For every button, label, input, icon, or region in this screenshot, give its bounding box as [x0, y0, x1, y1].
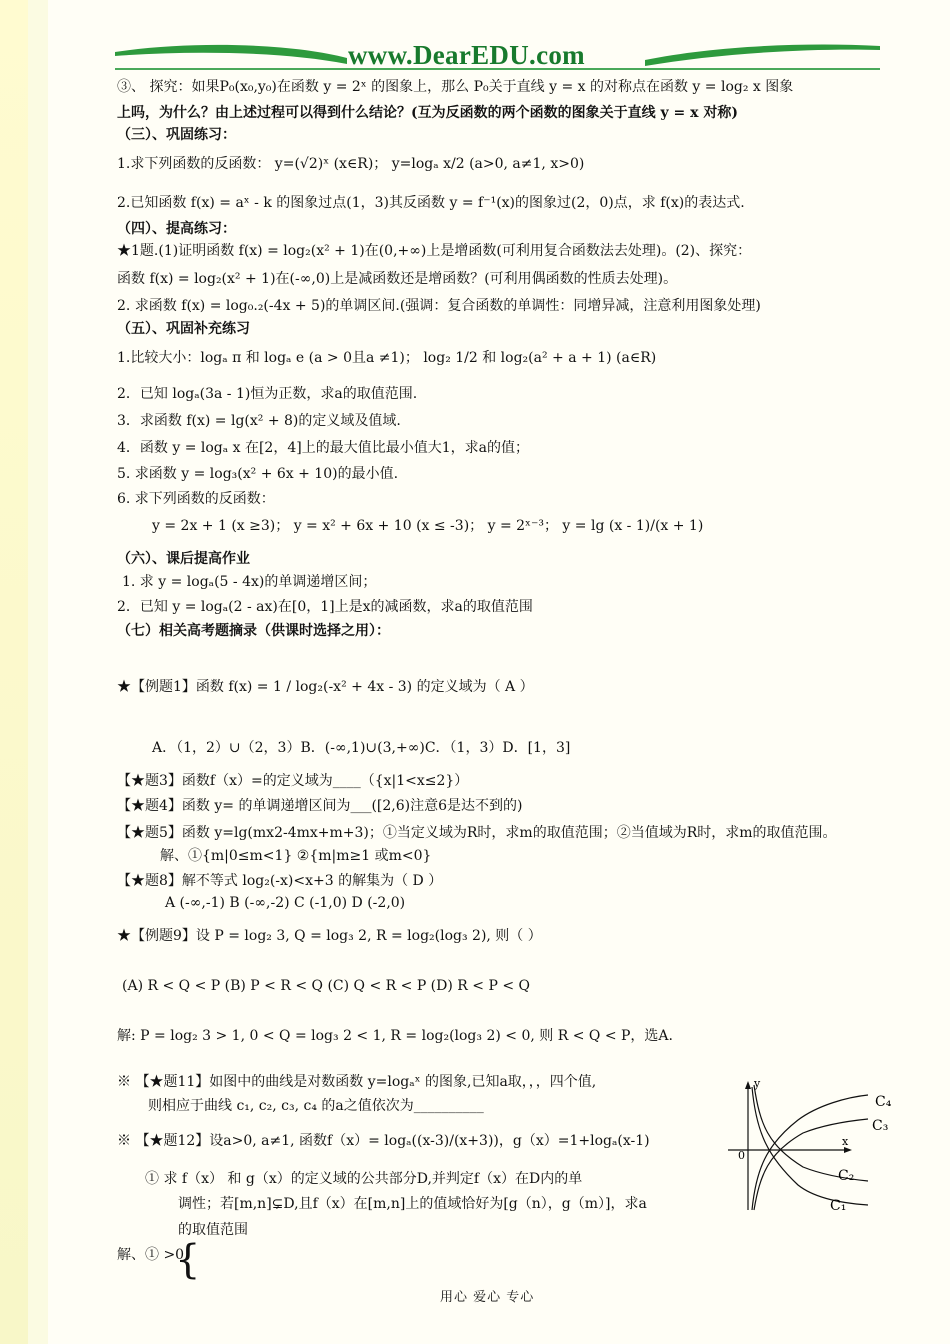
- text-line-20: 2．已知 y = logₐ(2 - ax)在[0，1]上是x的减函数，求a的取值范围: [117, 599, 533, 615]
- section-heading-7: （七）相关高考题摘录（供课时选择之用）：: [117, 623, 390, 639]
- text-line-16: 6. 求下列函数的反函数：: [117, 491, 275, 507]
- problem-12-solution: 解、① >0: [117, 1247, 185, 1263]
- section-heading-6: （六）、课后提高作业: [117, 551, 250, 567]
- page-header: [115, 38, 880, 74]
- problem-12: ※ 【★题12】设a>0, a≠1, 函数f（x）= logₐ((x-3)/(x+3))，g（x）=1+logₐ(x-1): [117, 1133, 650, 1149]
- text-line-11: 1.比较大小：logₐ π 和 logₐ e (a > 0且a ≠1)； log₂ 1/2 和 log₂(a² + a + 1) (a∈R): [117, 350, 657, 366]
- example-9-solution: 解: P = log₂ 3 > 1, 0 < Q = log₃ 2 < 1, R = log₂(log₃ 2) < 0, 则 R < Q < P，选A.: [117, 1028, 673, 1044]
- problem-4: 【★题4】函数 y= 的单调递增区间为___([2,6)注意6是达不到的): [117, 798, 523, 814]
- origin-label: 0: [738, 1149, 745, 1162]
- example-1-options: A．（1，2）∪（2，3）B．(-∞,1)∪(3,+∞)C．（1，3）D．[1，3]: [152, 740, 571, 756]
- problem-12-part1-end: 的取值范围: [178, 1222, 248, 1238]
- text-line-5: 2.已知函数 f(x) = aˣ - k 的图象过点(1，3)其反函数 y = f⁻¹(x)的图象过(2，0)点，求 f(x)的表达式.: [117, 195, 745, 211]
- text-line-2: 上吗，为什么？由上述过程可以得到什么结论？(互为反函数的两个函数的图象关于直线 y = x 对称): [117, 105, 738, 121]
- text-line-13: 3．求函数 f(x) = lg(x² + 8)的定义域及值域.: [117, 413, 401, 429]
- text-line-15: 5. 求函数 y = log₃(x² + 6x + 10)的最小值.: [117, 466, 399, 482]
- problem-5: 【★题5】函数 y=lg(mx2-4mx+m+3)；①当定义域为R时，求m的取值范围；②当值域为R时，求m的取值范围。: [117, 825, 837, 841]
- curve-label-c1: C₁: [830, 1198, 847, 1214]
- problem-3: 【★题3】函数f（x）=的定义域为____（{x|1<x≤2}）: [117, 773, 469, 789]
- text-line-8: 函数 f(x) = log₂(x² + 1)在(-∞,0)上是减函数还是增函数？(可利用偶函数的性质去处理)。: [117, 271, 678, 287]
- axis-label-x: x: [842, 1135, 849, 1148]
- log-curves-figure: [718, 1075, 913, 1225]
- section-heading-5: （五）、巩固补充练习: [117, 321, 250, 337]
- section-heading-4: （四）、提高练习：: [117, 221, 236, 237]
- page-footer: 用心 爱心 专心: [440, 1290, 535, 1305]
- brace-symbol: {: [175, 1237, 201, 1283]
- log-curves-svg: [718, 1075, 913, 1225]
- text-line-9: 2. 求函数 f(x) = log₀.₂(-4x + 5)的单调区间.(强调：复合函数的单调性：同增异减，注意利用图象处理): [117, 298, 761, 314]
- curve-label-c2: C₂: [838, 1168, 855, 1184]
- problem-12-part1: ① 求 f（x） 和 g（x）的定义域的公共部分D,并判定f（x）在D内的单: [145, 1171, 583, 1187]
- example-9: ★【例题9】设 P = log₂ 3, Q = log₃ 2, R = log₂(log₃ 2), 则（ ）: [117, 928, 542, 944]
- problem-11: ※ 【★题11】如图中的曲线是对数函数 y=logₐˣ 的图象,已知a取，，，四个值,: [117, 1074, 597, 1090]
- site-logo-text: www.DearEDU.com: [348, 40, 585, 70]
- text-line-1: ③、 探究：如果P₀(x₀,y₀)在函数 y = 2ˣ 的图象上，那么 P₀关于直线 y = x 的对称点在函数 y = log₂ x 图象: [117, 79, 794, 95]
- problem-11-cont: 则相应于曲线 c₁, c₂, c₃, c₄ 的a之值依次为__________: [148, 1098, 484, 1114]
- problem-8: 【★题8】解不等式 log₂(-x)<x+3 的解集为（ D ）: [117, 873, 443, 889]
- left-margin-strip: [0, 0, 28, 1344]
- problem-8-options: A (-∞,-1) B (-∞,-2) C (-1,0) D (-2,0): [165, 895, 406, 911]
- section-heading-3: （三）、巩固练习：: [117, 127, 236, 143]
- text-line-17: y = 2x + 1 (x ≥3)； y = x² + 6x + 10 (x ≤ -3)； y = 2ˣ⁻³； y = lg (x - 1)/(x + 1): [152, 518, 704, 534]
- problem-12-part1-cont: 调性；若[m,n]⊊D,且f（x）在[m,n]上的值域恰好为[g（n），g（m）]，求a: [178, 1196, 647, 1212]
- text-line-12: 2．已知 logₐ(3a - 1)恒为正数，求a的取值范围.: [117, 386, 418, 402]
- curve-label-c4: C₄: [875, 1094, 892, 1110]
- text-line-4: 1.求下列函数的反函数： y=(√2)ˣ (x∈R)； y=logₐ x/2 (a>0, a≠1, x>0): [117, 156, 585, 172]
- text-line-19: 1. 求 y = logₐ(5 - 4x)的单调递增区间；: [122, 574, 377, 590]
- text-line-14: 4．函数 y = logₐ x 在[2，4]上的最大值比最小值大1，求a的值；: [117, 440, 529, 456]
- axis-label-y: y: [754, 1077, 761, 1090]
- example-1: ★【例题1】函数 f(x) = 1 / log₂(-x² + 4x - 3) 的定义域为（ A ）: [117, 679, 534, 695]
- left-margin-strip-inner: [28, 0, 48, 1344]
- problem-5-solution: 解、①{m|0≤m<1} ②{m|m≥1 或m<0}: [160, 848, 432, 864]
- curve-label-c3: C₃: [872, 1118, 889, 1134]
- text-line-7: ★1题.(1)证明函数 f(x) = log₂(x² + 1)在(0,+∞)上是增函数(可利用复合函数法去处理)。(2)、探究：: [117, 243, 752, 259]
- example-9-options: (A) R < Q < P (B) P < R < Q (C) Q < R < P (D) R < P < Q: [122, 978, 530, 994]
